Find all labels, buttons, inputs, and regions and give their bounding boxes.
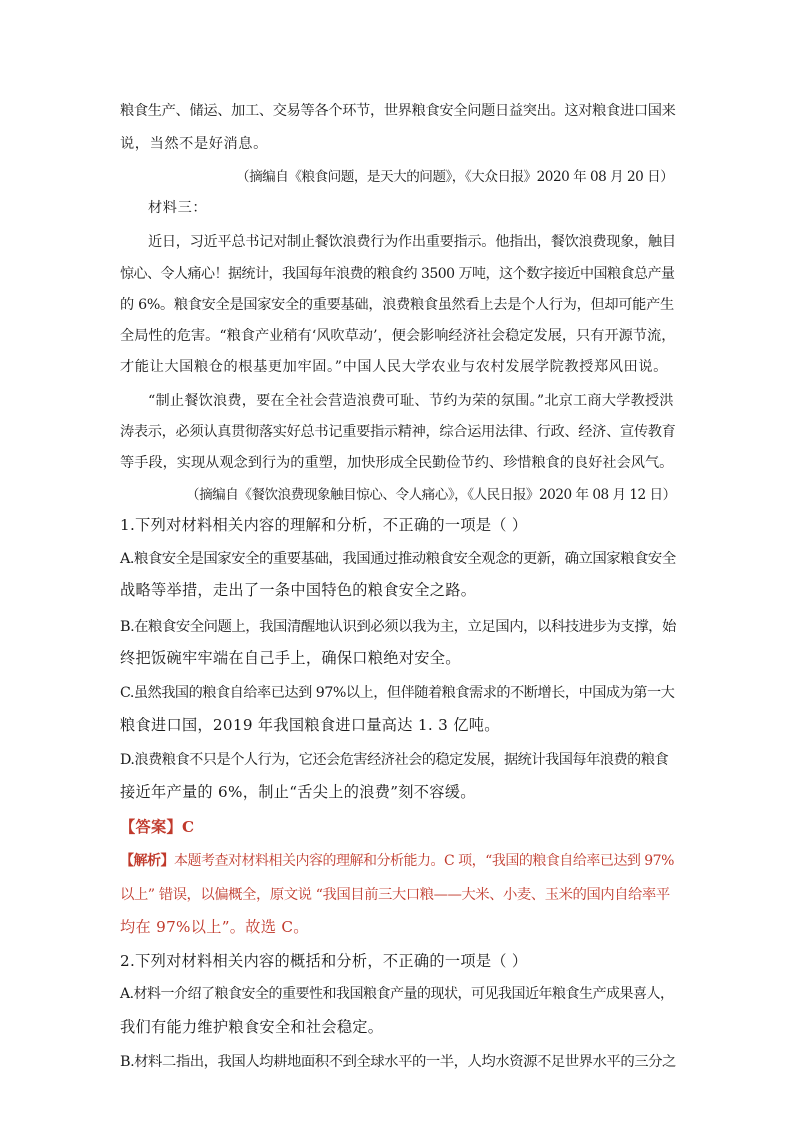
material-three-heading: 材料三：	[148, 200, 208, 216]
material-three-paragraph-line: 惊心、令人痛心！据统计，我国每年浪费的粮食约 3500 万吨，这个数字接近中国粮食总产量	[120, 266, 675, 282]
question-1-option-a: A.粮食安全是国家安全的重要基础，我国通过推动粮食安全观念的更新，确立国家粮食安全	[120, 551, 676, 567]
question-1-option-b: B.在粮食安全问题上，我国清醒地认识到必须以我为主，立足国内，以科技进步为支撑，始	[120, 619, 676, 635]
question-1-option-b: 终把饭碗牢牢端在自己手上，确保口粮绝对安全。	[120, 649, 461, 667]
question-1-option-a: 战略等举措，走出了一条中国特色的粮食安全之路。	[120, 581, 477, 599]
material-three-paragraph-line: 的 6%。粮食安全是国家安全的重要基础，浪费粮食虽然看上去是个人行为，但却可能产生	[120, 297, 674, 313]
question-1-option-d: 接近年产量的 6%，制止“舌尖上的浪费”刻不容缓。	[120, 783, 476, 801]
material-three-source: （摘编自《餐饮浪费现象触目惊心、令人痛心》，《人民日报》2020 年 08 月 12 日）	[186, 487, 676, 503]
material-three-paragraph-line: 近日，习近平总书记对制止餐饮浪费行为作出重要指示。他指出，餐饮浪费现象，触目	[148, 234, 676, 250]
question-2-option-b: B.材料二指出，我国人均耕地面积不到全球水平的一半，人均水资源不足世界水平的三分之	[120, 1054, 676, 1070]
analysis-line	[120, 850, 674, 870]
material-three-paragraph-line: 等手段，实现从观念到行为的重塑，加快形成全民勤俭节约、珍惜粮食的良好社会风气。	[120, 455, 674, 471]
analysis-text: 本题考查对材料相关内容的理解和分析能力。C 项，“我国的粮食自给率已达到 97%	[174, 853, 674, 869]
question-1-option-c: C.虽然我国的粮食自给率已达到 97%以上，但伴随着粮食需求的不断增长，中国成为第一大	[120, 685, 675, 701]
answer-label: 【答案】	[120, 818, 182, 836]
answer-line	[120, 816, 194, 837]
question-2-option-a: A.材料一介绍了粮食安全的重要性和我国粮食产量的现状，可见我国近年粮食生产成果喜人，	[120, 986, 674, 1002]
question-1-stem: 1.下列对材料相关内容的理解和分析，不正确的一项是（ ）	[120, 516, 528, 534]
analysis-line: 均在 97%以上”。故选 C。	[120, 918, 309, 936]
analysis-line: 以上” 错误，以偏概全，原文说 “我国目前三大口粮——大米、小麦、玉米的国内自给率平	[120, 887, 670, 903]
material-three-paragraph-line: “制止餐饮浪费，要在全社会营造浪费可耻、节约为荣的氛围。”北京工商大学教授洪	[148, 393, 674, 409]
question-1-option-d: D.浪费粮食不只是个人行为，它还会危害经济社会的稳定发展，据统计我国每年浪费的粮食	[120, 752, 669, 768]
analysis-label: 【解析】	[120, 853, 174, 869]
material-three-paragraph-line: 全局性的危害。“粮食产业稍有‘风吹草动’，便会影响经济社会稳定发展，只有开源节流，	[120, 328, 676, 344]
material-two-source: （摘编自《粮食问题，是天大的问题》，《大众日报》2020 年 08 月 20 日）	[236, 169, 674, 185]
question-2-option-a: 我们有能力维护粮食安全和社会稳定。	[120, 1018, 384, 1036]
answer-value: C	[181, 818, 195, 836]
material-two-line: 说，当然不是好消息。	[120, 136, 268, 152]
material-two-line: 粮食生产、储运、加工、交易等各个环节，世界粮食安全问题日益突出。这对粮食进口国来	[120, 103, 676, 119]
question-2-stem: 2.下列对材料相关内容的概括和分析，不正确的一项是（ ）	[120, 952, 528, 970]
material-three-paragraph-line: 涛表示，必须认真贯彻落实好总书记重要指示精神，综合运用法律、行政、经济、宣传教育	[120, 424, 676, 440]
material-three-paragraph-line: 才能让大国粮仓的根基更加牢固。”中国人民大学农业与农村发展学院教授郑风田说。	[120, 359, 668, 375]
question-1-option-c: 粮食进口国，2019 年我国粮食进口量高达 1. 3 亿吨。	[120, 716, 500, 734]
